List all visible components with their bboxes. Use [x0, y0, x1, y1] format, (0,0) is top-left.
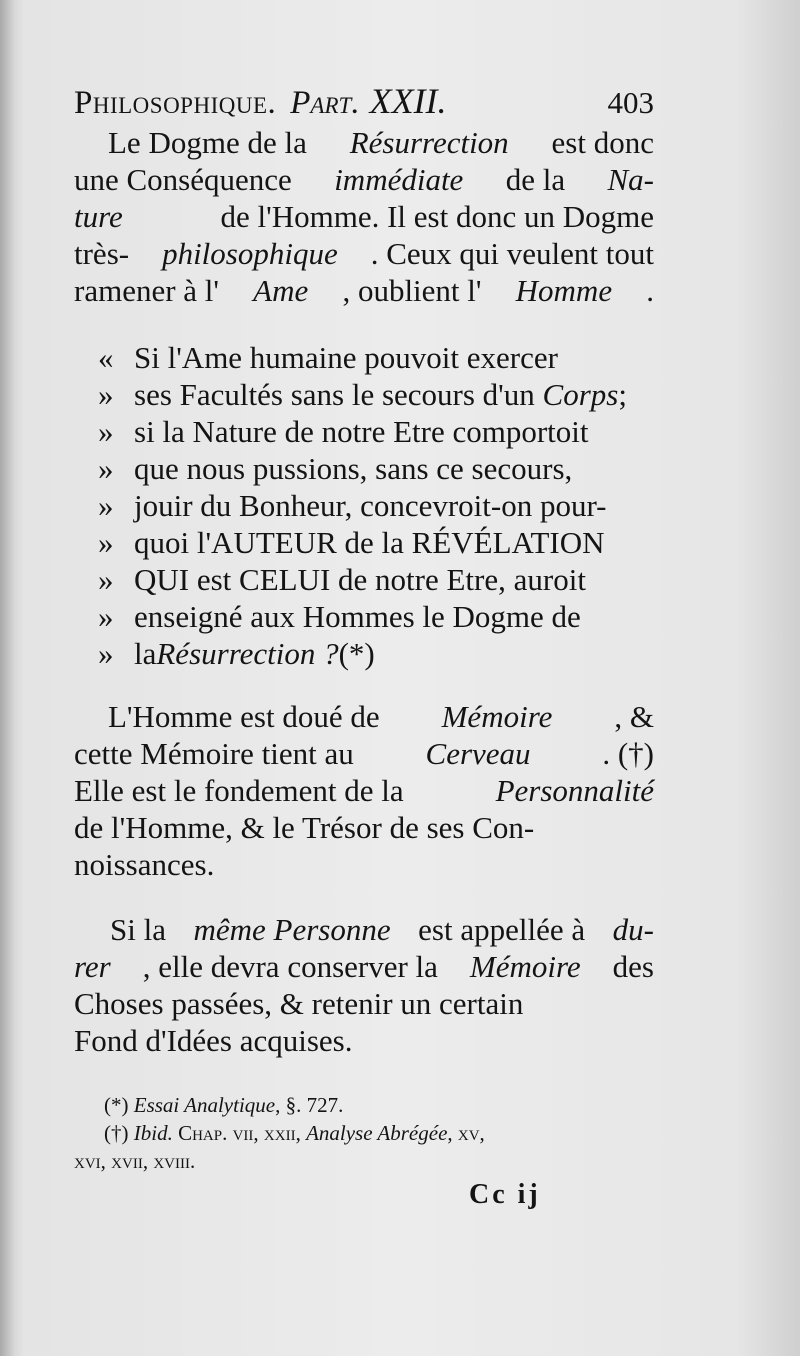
footnote-2-continuation: xvi, xvii, xviii.: [74, 1149, 196, 1173]
quote-line: » ses Facultés sans le secours d'un Corps;: [98, 377, 627, 412]
quote-line: » jouir du Bonheur, concevroit-on pour-: [98, 488, 607, 523]
text-line: ramener à l' Ame , oublient l' Homme .: [74, 273, 654, 308]
text-line: rer , elle devra conserver la Mémoire des: [74, 949, 654, 984]
running-title: Philosophique.: [74, 85, 277, 121]
quote-mark: »: [98, 377, 114, 412]
page-gutter-shadow: [0, 0, 14, 1356]
paragraph-2: [74, 698, 654, 883]
quote-mark: »: [98, 488, 114, 523]
quote-mark: »: [98, 562, 114, 597]
quote-line: » la Résurrection ? (*): [98, 636, 375, 671]
paragraph-3: [74, 911, 654, 1059]
quotation-block: [74, 339, 654, 672]
quote-mark: »: [98, 451, 114, 486]
text-line: de l'Homme, & le Trésor de ses Con-: [74, 810, 535, 845]
footnotes: [74, 1091, 654, 1175]
quote-mark: »: [98, 525, 114, 560]
page-number: 403: [607, 85, 654, 120]
text-line: Fond d'Idées acquises.: [74, 1023, 353, 1058]
text-line: très- philosophique . Ceux qui veulent tout: [74, 236, 654, 271]
footnote-1: (*) Essai Analytique, §. 727.: [104, 1093, 344, 1117]
text-line: une Conséquence immédiate de la Na-: [74, 162, 654, 197]
text-line: noissances.: [74, 847, 215, 882]
paragraph-1: [74, 124, 654, 309]
footnote-2: (†) Ibid. Chap. vii, xxii, Analyse Abrégée, xv,: [104, 1121, 485, 1145]
text-line: L'Homme est doué de Mémoire , &: [108, 699, 654, 734]
quote-mark: «: [98, 340, 114, 375]
quote-line: « Si l'Ame humaine pouvoit exercer: [98, 340, 558, 375]
text-line: Si la même Personne est appellée à du-: [110, 912, 654, 947]
quote-line: » que nous pussions, sans ce secours,: [98, 451, 573, 486]
quote-line: » si la Nature de notre Etre comportoit: [98, 414, 589, 449]
text-line: cette Mémoire tient au Cerveau . (†): [74, 736, 654, 771]
text-line: Le Dogme de la Résurrection est donc: [108, 125, 654, 160]
text-line: Elle est le fondement de la Personnalité: [74, 773, 654, 808]
part-number: XXII.: [369, 81, 447, 121]
text-line: Choses passées, & retenir un certain: [74, 986, 524, 1021]
running-header: [74, 78, 654, 124]
quote-mark: »: [98, 636, 114, 671]
quote-line: » QUI est CELUI de notre Etre, auroit: [98, 562, 586, 597]
quote-mark: »: [98, 599, 114, 634]
quote-line: » enseigné aux Hommes le Dogme de: [98, 599, 581, 634]
part-label: Part.: [290, 85, 360, 121]
quote-mark: »: [98, 414, 114, 449]
signature-mark: Cc ij: [469, 1179, 541, 1210]
quote-line: » quoi l'AUTEUR de la RÉVÉLATION: [98, 525, 605, 560]
page-content: [74, 78, 654, 1215]
text-line: ture de l'Homme. Il est donc un Dogme: [74, 199, 654, 234]
